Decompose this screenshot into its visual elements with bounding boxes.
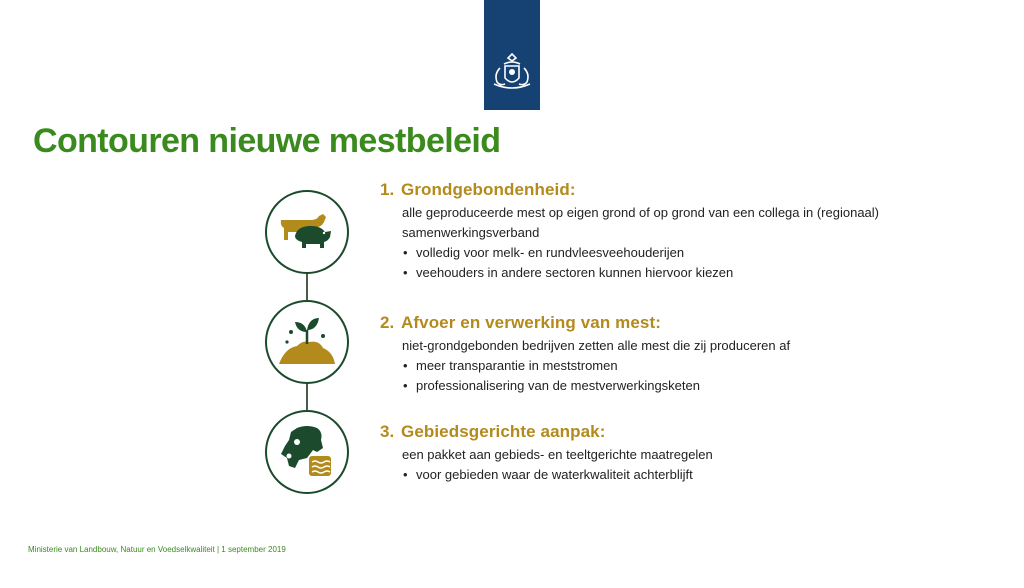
bullet-item: • meer transparantie in meststromen [402,356,942,376]
bullet-item: • volledig voor melk- en rundvleesveehouderijen [402,243,942,263]
section-heading [380,313,942,333]
page-title: Contouren nieuwe mestbeleid [33,122,501,160]
section-heading-text: Grondgebondenheid: [401,180,576,199]
government-logo-band [484,0,540,110]
bullet-list [402,243,942,283]
section-grondgebondenheid [380,180,942,283]
bullet-item: • professionalisering van de mestverwerkingsketen [402,376,942,396]
section-heading [380,422,942,442]
icon-circle-livestock [265,190,349,274]
section-number: 3. [380,422,395,441]
cow-and-pig-icon [267,192,347,272]
bullet-item: • voor gebieden waar de waterkwaliteit achterblijft [402,465,942,485]
bullet-list [402,465,942,485]
section-description: een pakket aan gebieds- en teeltgerichte maatregelen [402,447,713,462]
footer-text: Ministerie van Landbouw, Natuur en Voedselkwaliteit | 1 september 2019 [28,545,286,554]
bullet-item: • veehouders in andere sectoren kunnen hiervoor kiezen [402,263,942,283]
section-number: 1. [380,180,395,199]
section-heading-text: Afvoer en verwerking van mest: [401,313,661,332]
coat-of-arms-icon [486,50,538,100]
section-afvoer-verwerking [380,313,942,396]
section-heading-text: Gebiedsgerichte aanpak: [401,422,606,441]
section-number: 2. [380,313,395,332]
bullet-list [402,356,942,396]
icon-circle-manure [265,300,349,384]
netherlands-map-water-icon [267,412,347,492]
sprout-on-manure-icon [267,302,347,382]
section-description: alle geproduceerde mest op eigen grond of op grond van een collega in (regionaal) samenwerkingsverband [402,205,879,240]
section-heading [380,180,942,200]
section-gebiedsgerichte-aanpak [380,422,942,485]
icon-circle-region [265,410,349,494]
section-description: niet-grondgebonden bedrijven zetten alle mest die zij produceren af [402,338,791,353]
